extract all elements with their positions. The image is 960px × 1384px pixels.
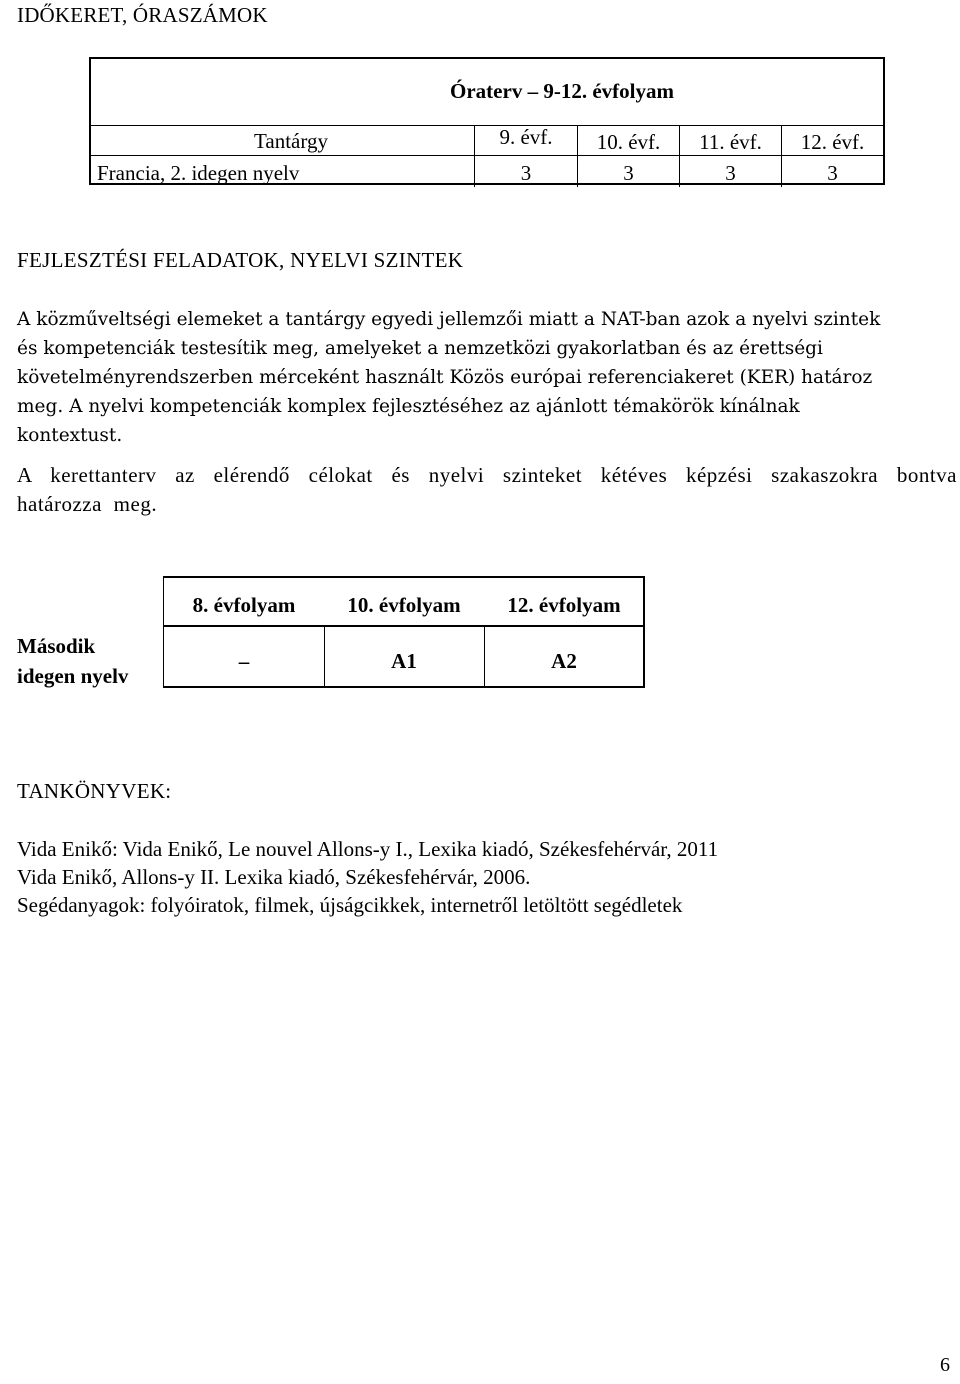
level-grade-10: A1 (391, 649, 417, 673)
header-grade-10: 10. évf. (596, 130, 661, 154)
table-title: Óraterv – 9-12. évfolyam (450, 79, 674, 103)
header-grade-12: 12. évf. (800, 130, 865, 154)
paragraph-line: A közműveltségi elemeket a tantárgy egyedi jellemzői miatt a NAT-ban azok a nyelvi szintek (17, 309, 881, 330)
list-item: Vida Enikő: Vida Enikő, Le nouvel Allons-y I., Lexika kiadó, Székesfehérvár, 2011 (17, 837, 719, 861)
paragraph-competencies (17, 305, 957, 450)
header-subject: Tantárgy (254, 129, 328, 153)
header-grade-10: 10. évfolyam (347, 593, 461, 617)
section-heading-idokeret: IDŐKERET, ÓRASZÁMOK (17, 3, 268, 27)
row-value-11: 3 (725, 161, 736, 185)
paragraph-line: követelményrendszerben mérceként használt Közös európai referenciakeret (KER) határoz (17, 367, 873, 388)
paragraph-framework (17, 461, 957, 519)
row-value-12: 3 (827, 161, 838, 185)
page-number: 6 (940, 1354, 950, 1376)
paragraph-line: meg. A nyelvi kompetenciák komplex fejlesztéséhez az ajánlott témakörök kínálnak (17, 396, 800, 417)
paragraph-line: kontextust. (17, 425, 123, 446)
schedule-table (89, 57, 885, 185)
table-divider (91, 155, 883, 156)
paragraph-line: határozza meg. (17, 492, 158, 516)
header-grade-9: 9. évf. (499, 125, 553, 149)
paragraph-line: A kerettanterv az elérendő célokat és nyelvi szinteket kétéves képzési szakaszokra bontva (17, 463, 957, 487)
table-divider (164, 625, 643, 627)
row-value-9: 3 (520, 161, 532, 185)
level-grade-8: – (238, 649, 250, 673)
section-heading-fejlesztesi: FEJLESZTÉSI FELADATOK, NYELVI SZINTEK (17, 248, 464, 272)
header-grade-11: 11. évf. (699, 130, 762, 154)
row-label-line: idegen nyelv (17, 664, 129, 688)
row-label-line: Második (17, 634, 96, 658)
list-item: Segédanyagok: folyóiratok, filmek, újságcikkek, internetről letöltött segédletek (17, 893, 683, 917)
level-table-row-label (17, 631, 128, 691)
list-item: Vida Enikő, Allons-y II. Lexika kiadó, Székesfehérvár, 2006. (17, 865, 531, 889)
paragraph-line: és kompetenciák testesítik meg, amelyeket a nemzetközi gyakorlatban és az érettségi (17, 338, 823, 359)
book-list (17, 835, 718, 919)
row-value-10: 3 (623, 161, 634, 185)
section-heading-tankonyvek: TANKÖNYVEK: (17, 779, 172, 803)
header-grade-8: 8. évfolyam (192, 593, 296, 617)
row-subject: Francia, 2. idegen nyelv (97, 161, 300, 185)
header-grade-12: 12. évfolyam (507, 593, 621, 617)
level-grade-12: A2 (551, 649, 577, 673)
level-table (163, 576, 645, 688)
